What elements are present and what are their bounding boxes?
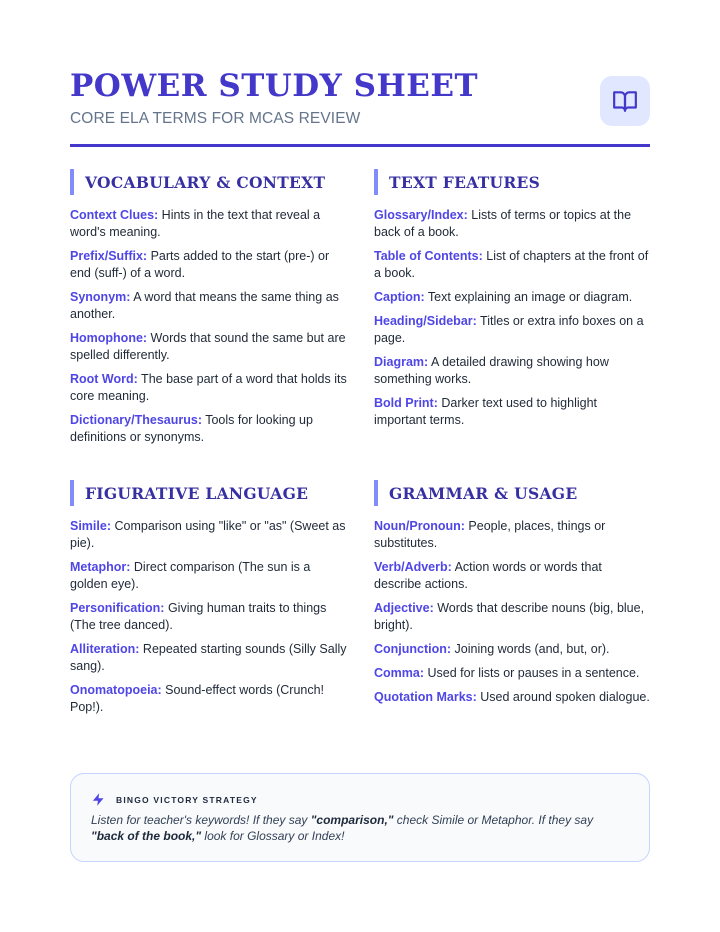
- term-name: Diagram:: [374, 355, 429, 369]
- term-name: Noun/Pronoun:: [374, 519, 465, 533]
- term-entry: [70, 412, 348, 446]
- strategy-callout: [70, 773, 650, 862]
- section-grammar-usage: [374, 480, 652, 713]
- term-definition: List of chapters at the front of a book.: [374, 249, 649, 280]
- term-name: Table of Contents:: [374, 249, 483, 263]
- term-definition: Words that describe nouns (big, blue, bright).: [374, 601, 645, 632]
- term-definition: Hints in the text that reveal a word's meaning.: [70, 208, 321, 239]
- book-badge: [600, 76, 650, 126]
- callout-keyword: "back of the book,": [91, 829, 202, 843]
- term-name: Caption:: [374, 290, 425, 304]
- book-open-icon: [612, 88, 638, 114]
- term-definition: Action words or words that describe actions.: [374, 560, 602, 591]
- term-definition: Comparison using "like" or "as" (Sweet as pie).: [70, 519, 346, 550]
- term-definition: Titles or extra info boxes on a page.: [374, 314, 644, 345]
- term-definition: Lists of terms or topics at the back of a book.: [374, 208, 632, 239]
- page-subtitle: CORE ELA TERMS FOR MCAS REVIEW: [70, 110, 361, 127]
- callout-keyword: "comparison,": [310, 813, 394, 827]
- section-title: TEXT FEATURES: [389, 172, 541, 192]
- term-definition: Words that sound the same but are spelled differently.: [70, 331, 346, 362]
- section-title: VOCABULARY & CONTEXT: [85, 172, 326, 192]
- term-name: Context Clues:: [70, 208, 159, 222]
- page-title: POWER STUDY SHEET: [70, 68, 479, 104]
- term-name: Simile:: [70, 519, 111, 533]
- term-name: Verb/Adverb:: [374, 560, 452, 574]
- term-definition: Used for lists or pauses in a sentence.: [424, 666, 640, 680]
- term-definition: The base part of a word that holds its core meaning.: [70, 372, 347, 403]
- header-divider: [70, 144, 650, 147]
- term-name: Heading/Sidebar:: [374, 314, 477, 328]
- term-definition: A detailed drawing showing how something works.: [374, 355, 609, 386]
- term-entry: [70, 518, 348, 552]
- term-entry: [70, 600, 348, 634]
- term-definition: Joining words (and, but, or).: [451, 642, 610, 656]
- term-entry: [374, 600, 652, 634]
- page-header: [70, 66, 650, 148]
- term-name: Glossary/Index:: [374, 208, 468, 222]
- callout-text-part: look for Glossary or Index!: [201, 829, 345, 843]
- term-entry: [374, 289, 652, 306]
- lightning-bolt-icon: [91, 792, 106, 807]
- term-definition: Text explaining an image or diagram.: [424, 290, 633, 304]
- term-name: Onomatopoeia:: [70, 683, 162, 697]
- term-entry: [374, 689, 652, 706]
- term-name: Synonym:: [70, 290, 131, 304]
- term-name: Homophone:: [70, 331, 148, 345]
- term-entry: [374, 354, 652, 388]
- term-name: Prefix/Suffix:: [70, 249, 148, 263]
- callout-text-part: Listen for teacher's keywords! If they say: [91, 813, 311, 827]
- term-definition: People, places, things or substitutes.: [374, 519, 606, 550]
- term-entry: [70, 289, 348, 323]
- term-definition: Used around spoken dialogue.: [476, 690, 650, 704]
- term-definition: Direct comparison (The sun is a golden eye).: [70, 560, 311, 591]
- term-entry: [374, 207, 652, 241]
- term-entry: [374, 641, 652, 658]
- term-name: Alliteration:: [70, 642, 140, 656]
- callout-text-part: check Simile or Metaphor. If they say: [393, 813, 594, 827]
- term-entry: [374, 313, 652, 347]
- callout-label: BINGO VICTORY STRATEGY: [116, 794, 258, 805]
- term-entry: [70, 371, 348, 405]
- term-name: Comma:: [374, 666, 425, 680]
- term-name: Quotation Marks:: [374, 690, 477, 704]
- term-definition: Giving human traits to things (The tree danced).: [70, 601, 327, 632]
- callout-text: [91, 812, 629, 844]
- callout-header: [91, 792, 629, 807]
- term-name: Dictionary/Thesaurus:: [70, 413, 202, 427]
- term-definition: Parts added to the start (pre-) or end (suff-) of a word.: [70, 249, 330, 280]
- section-title: FIGURATIVE LANGUAGE: [85, 483, 309, 503]
- term-entry: [70, 641, 348, 675]
- term-name: Root Word:: [70, 372, 138, 386]
- term-entry: [374, 395, 652, 429]
- section-heading: [70, 480, 348, 506]
- term-entry: [374, 518, 652, 552]
- term-name: Metaphor:: [70, 560, 131, 574]
- section-title: GRAMMAR & USAGE: [389, 483, 578, 503]
- term-entry: [70, 248, 348, 282]
- section-text-features: [374, 169, 652, 436]
- section-heading: [70, 169, 348, 195]
- term-definition: Tools for looking up definitions or synonyms.: [70, 413, 313, 444]
- term-definition: Repeated starting sounds (Silly Sally sang).: [70, 642, 347, 673]
- term-definition: Darker text used to highlight important terms.: [374, 396, 598, 427]
- term-entry: [70, 682, 348, 716]
- term-entry: [374, 665, 652, 682]
- section-heading: [374, 480, 652, 506]
- term-name: Personification:: [70, 601, 165, 615]
- section-vocabulary: [70, 169, 348, 453]
- section-figurative-language: [70, 480, 348, 723]
- term-definition: A word that means the same thing as another.: [70, 290, 339, 321]
- term-entry: [70, 559, 348, 593]
- term-entry: [374, 248, 652, 282]
- term-name: Adjective:: [374, 601, 434, 615]
- term-name: Bold Print:: [374, 396, 438, 410]
- term-entry: [70, 207, 348, 241]
- section-heading: [374, 169, 652, 195]
- term-entry: [374, 559, 652, 593]
- term-name: Conjunction:: [374, 642, 452, 656]
- term-entry: [70, 330, 348, 364]
- term-definition: Sound-effect words (Crunch! Pop!).: [70, 683, 325, 714]
